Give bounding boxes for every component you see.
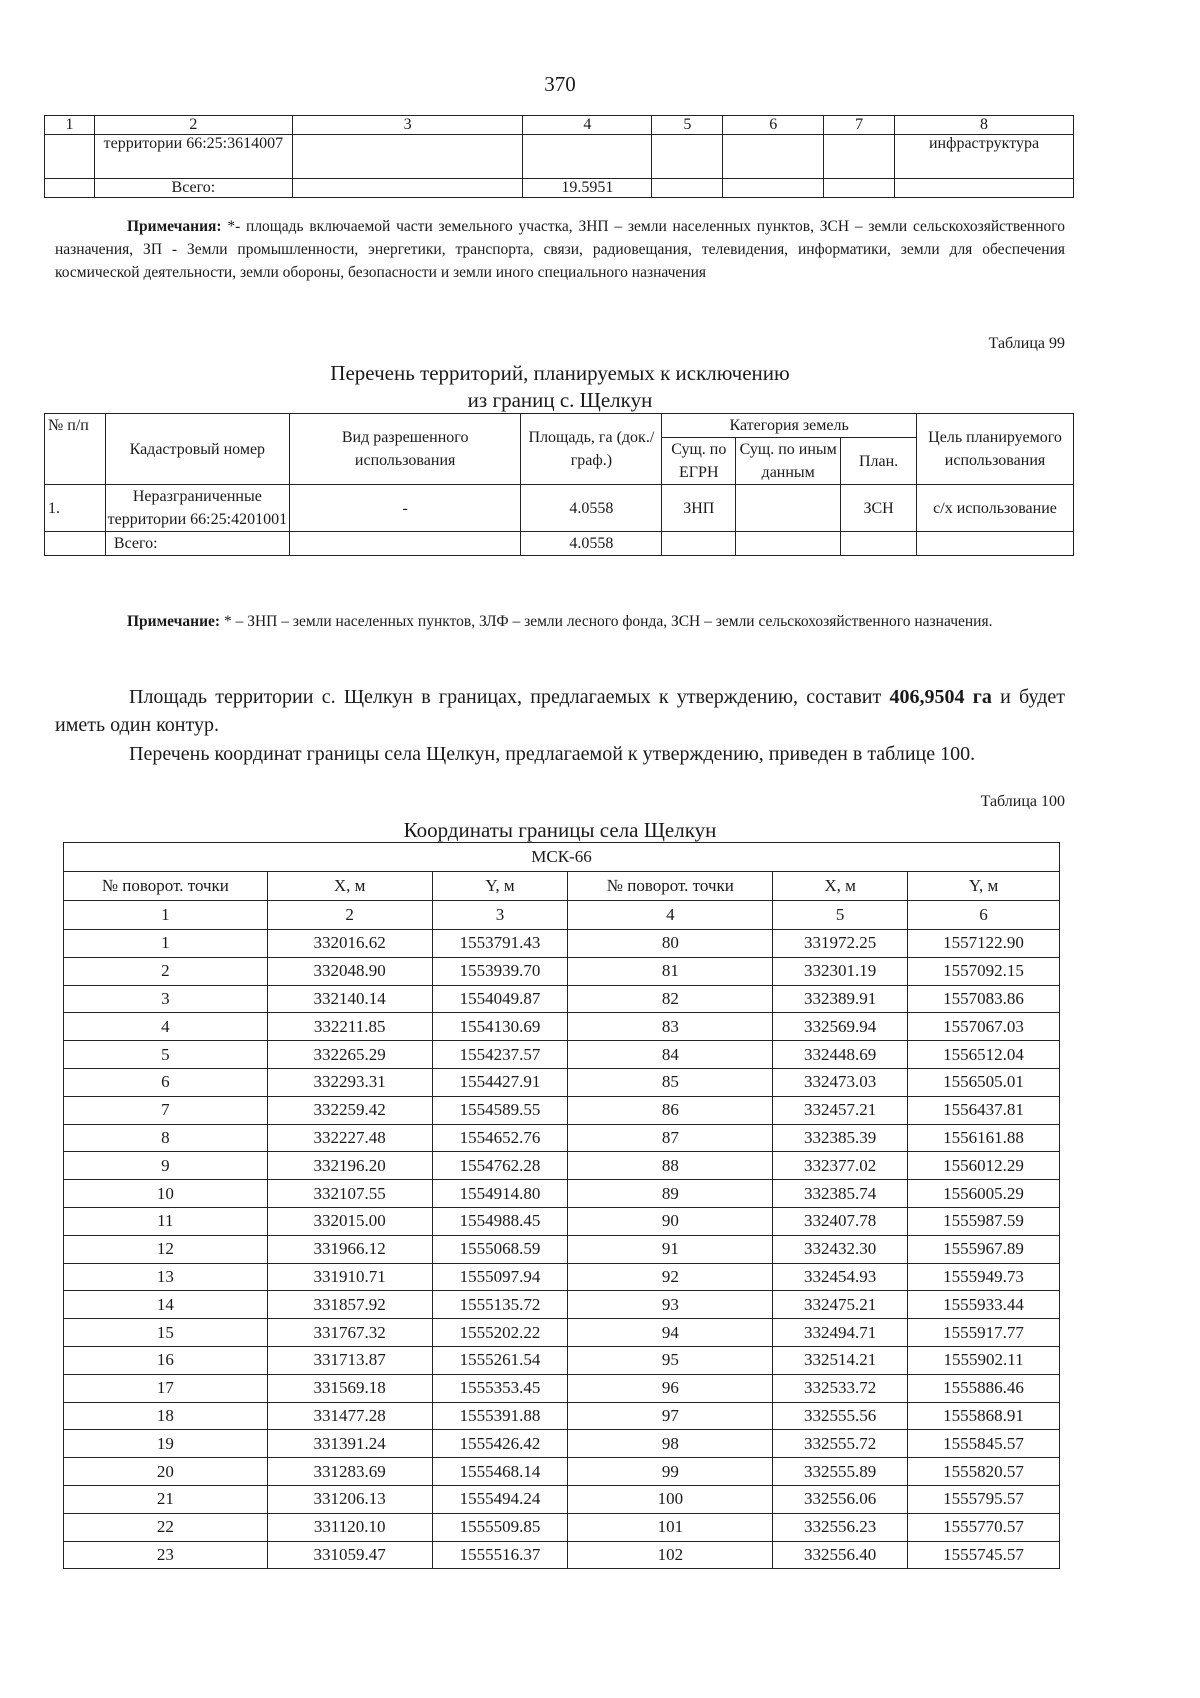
header-point: № поворот. точки (568, 872, 773, 901)
point-number: 14 (64, 1291, 268, 1319)
table-row (64, 930, 1060, 958)
header-plan: План. (841, 438, 917, 485)
table-row (64, 1346, 1060, 1374)
table-100-title: Координаты границы села Щелкун (403, 818, 717, 842)
header-point: № поворот. точки (64, 872, 268, 901)
y-coordinate: 1555795.57 (908, 1485, 1060, 1513)
paragraph-area: Площадь территории с. Щелкун в границах, предлагаемых к утверждению, составит 406,9504 га и будет иметь один контур. (55, 686, 1066, 736)
x-coordinate: 332514.21 (773, 1346, 908, 1374)
table-row (64, 1485, 1060, 1513)
page-number: 370 (544, 72, 576, 96)
x-coordinate: 331857.92 (267, 1291, 432, 1319)
x-coordinate: 332407.78 (773, 1207, 908, 1235)
y-coordinate: 1554237.57 (432, 1041, 568, 1069)
table-row (64, 1263, 1060, 1291)
y-coordinate: 1555917.77 (908, 1319, 1060, 1347)
col-number: 5 (652, 116, 723, 135)
x-coordinate: 331206.13 (267, 1485, 432, 1513)
point-number: 13 (64, 1263, 268, 1291)
point-number: 102 (568, 1541, 773, 1569)
point-number: 93 (568, 1291, 773, 1319)
point-number: 95 (568, 1346, 773, 1374)
y-coordinate: 1557067.03 (908, 1013, 1060, 1041)
x-coordinate: 331910.71 (267, 1263, 432, 1291)
x-coordinate: 332494.71 (773, 1319, 908, 1347)
x-coordinate: 332533.72 (773, 1374, 908, 1402)
table-row (64, 1402, 1060, 1430)
x-coordinate: 332265.29 (267, 1041, 432, 1069)
col-number: 7 (824, 116, 895, 135)
point-number: 8 (64, 1124, 268, 1152)
table-row (64, 1319, 1060, 1347)
x-coordinate: 331391.24 (267, 1430, 432, 1458)
table-row (64, 1124, 1060, 1152)
y-coordinate: 1557083.86 (908, 985, 1060, 1013)
table-row (64, 1096, 1060, 1124)
x-coordinate: 332389.91 (773, 985, 908, 1013)
x-coordinate: 332555.56 (773, 1402, 908, 1430)
x-coordinate: 332448.69 (773, 1041, 908, 1069)
point-number: 19 (64, 1430, 268, 1458)
table-header-row (45, 414, 1074, 438)
point-number: 82 (568, 985, 773, 1013)
table-header-row (45, 116, 1074, 135)
x-coordinate: 332457.21 (773, 1096, 908, 1124)
point-number: 81 (568, 957, 773, 985)
point-number: 11 (64, 1207, 268, 1235)
table-row (64, 1041, 1060, 1069)
total-value: 4.0558 (521, 532, 662, 556)
point-number: 16 (64, 1346, 268, 1374)
point-number: 90 (568, 1207, 773, 1235)
coordinates-body (64, 930, 1060, 1569)
y-coordinate: 1554762.28 (432, 1152, 568, 1180)
y-coordinate: 1555933.44 (908, 1291, 1060, 1319)
col-number: 8 (895, 116, 1074, 135)
table-row (64, 1291, 1060, 1319)
y-coordinate: 1553791.43 (432, 930, 568, 958)
y-coordinate: 1555391.88 (432, 1402, 568, 1430)
y-coordinate: 1555987.59 (908, 1207, 1060, 1235)
x-coordinate: 332556.23 (773, 1513, 908, 1541)
point-number: 99 (568, 1458, 773, 1486)
y-coordinate: 1555135.72 (432, 1291, 568, 1319)
y-coordinate: 1555468.14 (432, 1458, 568, 1486)
x-coordinate: 332048.90 (267, 957, 432, 985)
table-99 (44, 413, 1074, 556)
col-number: 3 (432, 901, 568, 930)
x-coordinate: 331283.69 (267, 1458, 432, 1486)
area-value: 406,9504 га (889, 686, 992, 708)
header-purpose: Цель планируемого использования (917, 414, 1074, 485)
y-coordinate: 1555949.73 (908, 1263, 1060, 1291)
note-label: Примечание: (127, 613, 221, 630)
point-number: 23 (64, 1541, 268, 1569)
header-number: № п/п (45, 414, 106, 485)
col-number: 5 (773, 901, 908, 930)
title-line: из границ с. Щелкун (467, 388, 653, 412)
col-number: 4 (568, 901, 773, 930)
point-number: 17 (64, 1374, 268, 1402)
y-coordinate: 1556437.81 (908, 1096, 1060, 1124)
coordinate-system: МСК-66 (64, 843, 1060, 872)
table-row (64, 1513, 1060, 1541)
purpose-cell: с/х использование (917, 485, 1074, 532)
total-value: 19.5951 (523, 179, 652, 198)
header-y: Y, м (432, 872, 568, 901)
point-number: 87 (568, 1124, 773, 1152)
y-coordinate: 1555068.59 (432, 1235, 568, 1263)
header-category: Категория земель (662, 414, 917, 438)
point-number: 2 (64, 957, 268, 985)
use-cell: - (289, 485, 521, 532)
y-coordinate: 1555261.54 (432, 1346, 568, 1374)
point-number: 21 (64, 1485, 268, 1513)
table-99-title (0, 360, 1120, 414)
y-coordinate: 1556512.04 (908, 1041, 1060, 1069)
table-row (64, 1152, 1060, 1180)
col-number: 6 (908, 901, 1060, 930)
territory-cell: территории 66:25:3614007 (94, 135, 292, 179)
x-coordinate: 332385.39 (773, 1124, 908, 1152)
header-area: Площадь, га (док./граф.) (521, 414, 662, 485)
x-coordinate: 331120.10 (267, 1513, 432, 1541)
x-coordinate: 332015.00 (267, 1207, 432, 1235)
y-coordinate: 1556505.01 (908, 1068, 1060, 1096)
x-coordinate: 332301.19 (773, 957, 908, 985)
note-2 (55, 610, 1065, 633)
total-row (45, 532, 1074, 556)
y-coordinate: 1554652.76 (432, 1124, 568, 1152)
header-cadastral: Кадастровый номер (105, 414, 289, 485)
point-number: 1 (64, 930, 268, 958)
x-coordinate: 331569.18 (267, 1374, 432, 1402)
table-row (64, 1541, 1060, 1569)
x-coordinate: 332211.85 (267, 1013, 432, 1041)
x-coordinate: 332293.31 (267, 1068, 432, 1096)
header-y: Y, м (908, 872, 1060, 901)
x-coordinate: 331972.25 (773, 930, 908, 958)
y-coordinate: 1554049.87 (432, 985, 568, 1013)
point-number: 96 (568, 1374, 773, 1402)
column-number-row (64, 901, 1060, 930)
table-row (64, 1180, 1060, 1208)
col-number: 1 (45, 116, 95, 135)
point-number: 22 (64, 1513, 268, 1541)
y-coordinate: 1556161.88 (908, 1124, 1060, 1152)
point-number: 94 (568, 1319, 773, 1347)
table-header-row (64, 872, 1060, 901)
total-label: Всего: (105, 532, 289, 556)
note-text: *- площадь включаемой части земельного участка, ЗНП – земли населенных пунктов, ЗСН – земли сельскохозяйственного назначения, ЗП - Земли промышленности, энергетики, транспорта, связи, радиовещания, телевидения, информатики, земли для обеспечения космической деятельности, земли обороны, безопасности и земли иного специального назначения (55, 218, 1065, 281)
table-row (64, 985, 1060, 1013)
y-coordinate: 1554914.80 (432, 1180, 568, 1208)
point-number: 92 (568, 1263, 773, 1291)
x-coordinate: 331966.12 (267, 1235, 432, 1263)
point-number: 84 (568, 1041, 773, 1069)
table-row (64, 1235, 1060, 1263)
point-number: 91 (568, 1235, 773, 1263)
y-coordinate: 1555868.91 (908, 1402, 1060, 1430)
system-row (64, 843, 1060, 872)
table-100-label: Таблица 100 (980, 793, 1065, 810)
col-number: 1 (64, 901, 268, 930)
point-number: 18 (64, 1402, 268, 1430)
y-coordinate: 1555426.42 (432, 1430, 568, 1458)
y-coordinate: 1555745.57 (908, 1541, 1060, 1569)
note-label: Примечания: (127, 218, 222, 235)
point-number: 83 (568, 1013, 773, 1041)
col-number: 2 (94, 116, 292, 135)
header-x: X, м (773, 872, 908, 901)
area-cell: 4.0558 (521, 485, 662, 532)
point-number: 6 (64, 1068, 268, 1096)
table-row (64, 1068, 1060, 1096)
table-row (64, 1013, 1060, 1041)
paragraph-coordinates: Перечень координат границы села Щелкун, предлагаемой к утверждению, приведен в таблице 100. (129, 743, 976, 765)
x-coordinate: 331767.32 (267, 1319, 432, 1347)
total-row (45, 179, 1074, 198)
y-coordinate: 1555509.85 (432, 1513, 568, 1541)
point-number: 97 (568, 1402, 773, 1430)
x-coordinate: 332475.21 (773, 1291, 908, 1319)
y-coordinate: 1555902.11 (908, 1346, 1060, 1374)
point-number: 88 (568, 1152, 773, 1180)
y-coordinate: 1555770.57 (908, 1513, 1060, 1541)
point-number: 10 (64, 1180, 268, 1208)
y-coordinate: 1554427.91 (432, 1068, 568, 1096)
point-number: 89 (568, 1180, 773, 1208)
x-coordinate: 332385.74 (773, 1180, 908, 1208)
x-coordinate: 332016.62 (267, 930, 432, 958)
x-coordinate: 331059.47 (267, 1541, 432, 1569)
table-row (64, 1430, 1060, 1458)
table-row (45, 485, 1074, 532)
y-coordinate: 1554130.69 (432, 1013, 568, 1041)
table-row (45, 135, 1074, 179)
x-coordinate: 332454.93 (773, 1263, 908, 1291)
point-number: 9 (64, 1152, 268, 1180)
col-number: 4 (523, 116, 652, 135)
x-coordinate: 332556.06 (773, 1485, 908, 1513)
x-coordinate: 332555.72 (773, 1430, 908, 1458)
coordinates-table (63, 842, 1060, 1569)
y-coordinate: 1555494.24 (432, 1485, 568, 1513)
title-line: Перечень территорий, планируемых к исключению (330, 361, 790, 385)
y-coordinate: 1555202.22 (432, 1319, 568, 1347)
x-coordinate: 332377.02 (773, 1152, 908, 1180)
point-number: 86 (568, 1096, 773, 1124)
y-coordinate: 1556012.29 (908, 1152, 1060, 1180)
egrn-cell: ЗНП (662, 485, 736, 532)
note-1 (55, 215, 1065, 284)
col-number: 6 (723, 116, 824, 135)
point-number: 100 (568, 1485, 773, 1513)
x-coordinate: 332569.94 (773, 1013, 908, 1041)
y-coordinate: 1554988.45 (432, 1207, 568, 1235)
y-coordinate: 1557122.90 (908, 930, 1060, 958)
point-number: 12 (64, 1235, 268, 1263)
point-number: 80 (568, 930, 773, 958)
purpose-cell: инфраструктура (895, 135, 1074, 179)
point-number: 4 (64, 1013, 268, 1041)
col-number: 3 (292, 116, 523, 135)
point-number: 5 (64, 1041, 268, 1069)
point-number: 85 (568, 1068, 773, 1096)
header-egrn: Сущ. по ЕГРН (662, 438, 736, 485)
table-99-label: Таблица 99 (988, 335, 1065, 352)
y-coordinate: 1555845.57 (908, 1430, 1060, 1458)
y-coordinate: 1553939.70 (432, 957, 568, 985)
x-coordinate: 332107.55 (267, 1180, 432, 1208)
table-row (64, 957, 1060, 985)
y-coordinate: 1555886.46 (908, 1374, 1060, 1402)
y-coordinate: 1556005.29 (908, 1180, 1060, 1208)
y-coordinate: 1555097.94 (432, 1263, 568, 1291)
header-other: Сущ. по иным данным (736, 438, 841, 485)
y-coordinate: 1555353.45 (432, 1374, 568, 1402)
y-coordinate: 1555967.89 (908, 1235, 1060, 1263)
x-coordinate: 332140.14 (267, 985, 432, 1013)
point-number: 20 (64, 1458, 268, 1486)
y-coordinate: 1554589.55 (432, 1096, 568, 1124)
point-number: 98 (568, 1430, 773, 1458)
total-label: Всего: (94, 179, 292, 198)
row-number: 1. (45, 485, 106, 532)
table-row (64, 1458, 1060, 1486)
y-coordinate: 1555516.37 (432, 1541, 568, 1569)
point-number: 101 (568, 1513, 773, 1541)
y-coordinate: 1557092.15 (908, 957, 1060, 985)
cadastral-cell: Неразграниченные территории 66:25:4201001 (105, 485, 289, 532)
x-coordinate: 332196.20 (267, 1152, 432, 1180)
header-use: Вид разрешенного использования (289, 414, 521, 485)
x-coordinate: 331713.87 (267, 1346, 432, 1374)
table-row (64, 1207, 1060, 1235)
point-number: 3 (64, 985, 268, 1013)
y-coordinate: 1555820.57 (908, 1458, 1060, 1486)
point-number: 7 (64, 1096, 268, 1124)
x-coordinate: 332227.48 (267, 1124, 432, 1152)
table-row (64, 1374, 1060, 1402)
note-text: * – ЗНП – земли населенных пунктов, ЗЛФ – земли лесного фонда, ЗСН – земли сельскохозяйственного назначения. (220, 613, 993, 630)
other-cell (736, 485, 841, 532)
plan-cell: ЗСН (841, 485, 917, 532)
x-coordinate: 332555.89 (773, 1458, 908, 1486)
header-x: X, м (267, 872, 432, 901)
x-coordinate: 332432.30 (773, 1235, 908, 1263)
x-coordinate: 332556.40 (773, 1541, 908, 1569)
x-coordinate: 332259.42 (267, 1096, 432, 1124)
x-coordinate: 331477.28 (267, 1402, 432, 1430)
continuation-table (44, 115, 1074, 198)
col-number: 2 (267, 901, 432, 930)
point-number: 15 (64, 1319, 268, 1347)
x-coordinate: 332473.03 (773, 1068, 908, 1096)
